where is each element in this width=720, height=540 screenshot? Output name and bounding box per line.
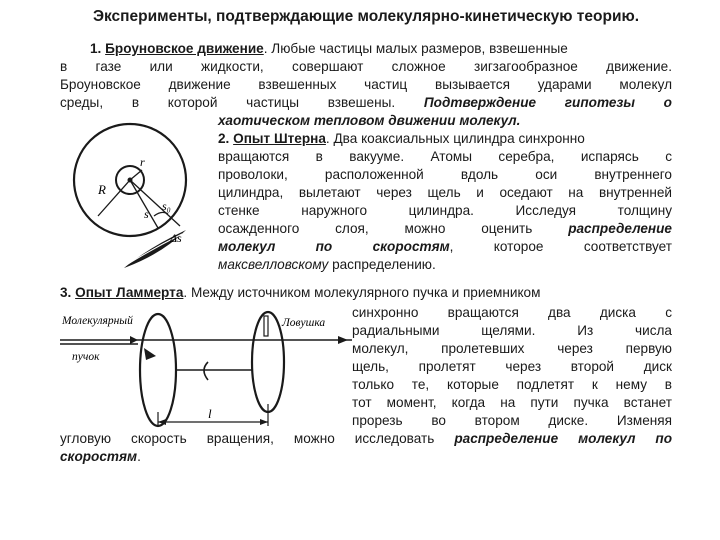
s3-heading: Опыт Ламмерта xyxy=(75,285,184,300)
stern-experiment-figure xyxy=(58,118,218,286)
s2-line-6: осажденного слоя, можно оценить распределение xyxy=(218,221,672,236)
s2-heading: Опыт Штерна xyxy=(233,131,326,146)
s3-line-6: только те, которые подлетят к нему в xyxy=(352,377,672,392)
s1-line-1: 1. Броуновское движение. Любые частицы малых размеров, взвешенные xyxy=(90,41,568,56)
beam-label-2: пучок xyxy=(72,351,100,363)
s1-line-3: Броуновское движение взвешенных частиц вызывается ударами молекул xyxy=(60,77,672,92)
beam-label-1: Молекулярный xyxy=(62,315,133,327)
s2-line-7: молекул по скоростям, которое соответствует xyxy=(218,239,672,254)
s3-line-10: скоростям. xyxy=(60,449,141,464)
s2-line-5: стенке наружного цилиндра. Исследуя толщину xyxy=(218,203,672,218)
s3-line-9: угловую скорость вращения, можно исследовать распределение молекул по xyxy=(60,431,672,446)
s3-line-2: синхронно вращаются два диска с xyxy=(352,305,672,320)
label-R: R xyxy=(98,182,106,197)
s1-line-2: в газе или жидкости, совершают сложное зигзагообразное движение. xyxy=(60,59,672,74)
lammert-experiment-figure xyxy=(58,300,352,430)
s3-line-3: радиальными щелями. Из числа xyxy=(352,323,672,338)
s3-line-7: тот момент, когда на пути пучка встанет xyxy=(352,395,672,410)
s1-line-5: хаотическом тепловом движении молекул. xyxy=(218,113,521,128)
s2-line-4: цилиндра, вылетают через щель и оседают на внутренней xyxy=(218,185,672,200)
label-ds: Δs xyxy=(170,231,182,245)
s2-line-1: 2. Опыт Штерна. Два коаксиальных цилиндра синхронно xyxy=(218,131,585,146)
s1-heading: Броуновское движение xyxy=(105,41,264,56)
label-s: s xyxy=(144,207,149,221)
s2-line-3: проволоки, расположенной вдоль оси внутреннего xyxy=(218,167,672,182)
s1-line-4: среды, в которой частицы взвешены. Подтверждение гипотезы о xyxy=(60,95,672,110)
s2-line-2: вращаются в вакууме. Атомы серебра, испарясь с xyxy=(218,149,672,164)
trap-label: Ловушка xyxy=(282,317,326,329)
s3-line-1: 3. Опыт Ламмерта. Между источником молекулярного пучка и приемником xyxy=(60,285,541,300)
distance-label: l xyxy=(208,406,212,421)
s3-line-4: молекул, пролетевших через первую xyxy=(352,341,672,356)
s2-line-8: максвелловскому распределению. xyxy=(218,257,436,272)
label-r: r xyxy=(140,155,145,169)
label-s0: s₀ xyxy=(162,199,171,213)
page-title: Эксперименты, подтверждающие молекулярно-кинетическую теорию. xyxy=(92,8,640,25)
first-disk xyxy=(140,314,176,426)
s3-line-8: прорезь во втором диске. Изменяя xyxy=(352,413,672,428)
s3-line-5: щель, пролетят через второй диск xyxy=(352,359,672,374)
